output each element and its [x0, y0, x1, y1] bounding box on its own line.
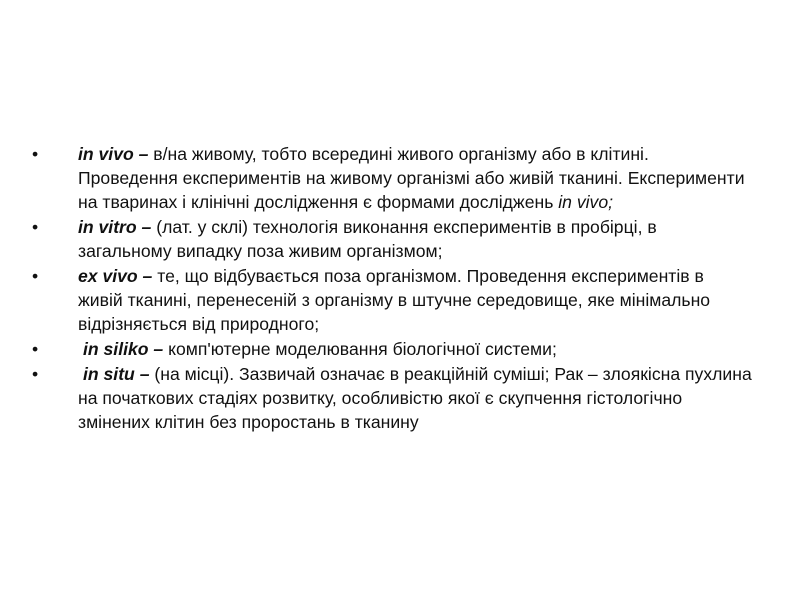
term-in-vivo: in vivo — [78, 144, 134, 164]
bullet-icon: • — [32, 266, 39, 286]
term-separator: – — [134, 364, 155, 384]
term-in-vitro: in vitro — [78, 217, 137, 237]
list-item-in-situ — [32, 362, 752, 434]
list-item-ex-vivo — [32, 264, 752, 336]
definition-italic-tail: in vivo; — [558, 192, 614, 212]
term-ex-vivo: ex vivo — [78, 266, 138, 286]
definition-text: те, що відбувається поза організмом. Проведення експериментів в живій тканині, перенесеній з організму в штучне середовище, яке мінімально відрізняється від природного; — [78, 266, 711, 334]
definition-text: комп'ютерне моделювання біологічної системи; — [168, 339, 557, 359]
list-item-in-vivo — [32, 142, 752, 214]
term-separator: – — [136, 217, 157, 237]
list-item-in-siliko — [32, 337, 752, 361]
term-in-siliko: in siliko — [83, 339, 149, 359]
bullet-icon: • — [32, 364, 39, 384]
term-separator: – — [148, 339, 169, 359]
bullet-icon: • — [32, 144, 39, 164]
definition-text: (лат. у склі) технологія виконання експериментів в пробірці, в загальному випадку поза живим організмом; — [78, 217, 657, 261]
definitions-list — [32, 142, 752, 435]
definition-text: (на місці). Зазвичай означає в реакційній суміші; Рак – злоякісна пухлина на початкових стадіях розвитку, особливістю якої є скупчення гістологічно змінених клітин без проростань в тканину — [78, 364, 752, 432]
bullet-icon: • — [32, 217, 39, 237]
bullet-icon: • — [32, 339, 39, 359]
term-in-situ: in situ — [83, 364, 135, 384]
term-separator: – — [133, 144, 154, 164]
definition-text: в/на живому, тобто всередині живого організму або в клітині. Проведення експериментів на живому організмі або живій тканині. Експерименти на тваринах і клінічні дослідження є формами досліджень — [78, 144, 745, 212]
term-separator: – — [137, 266, 158, 286]
list-item-in-vitro — [32, 215, 752, 263]
